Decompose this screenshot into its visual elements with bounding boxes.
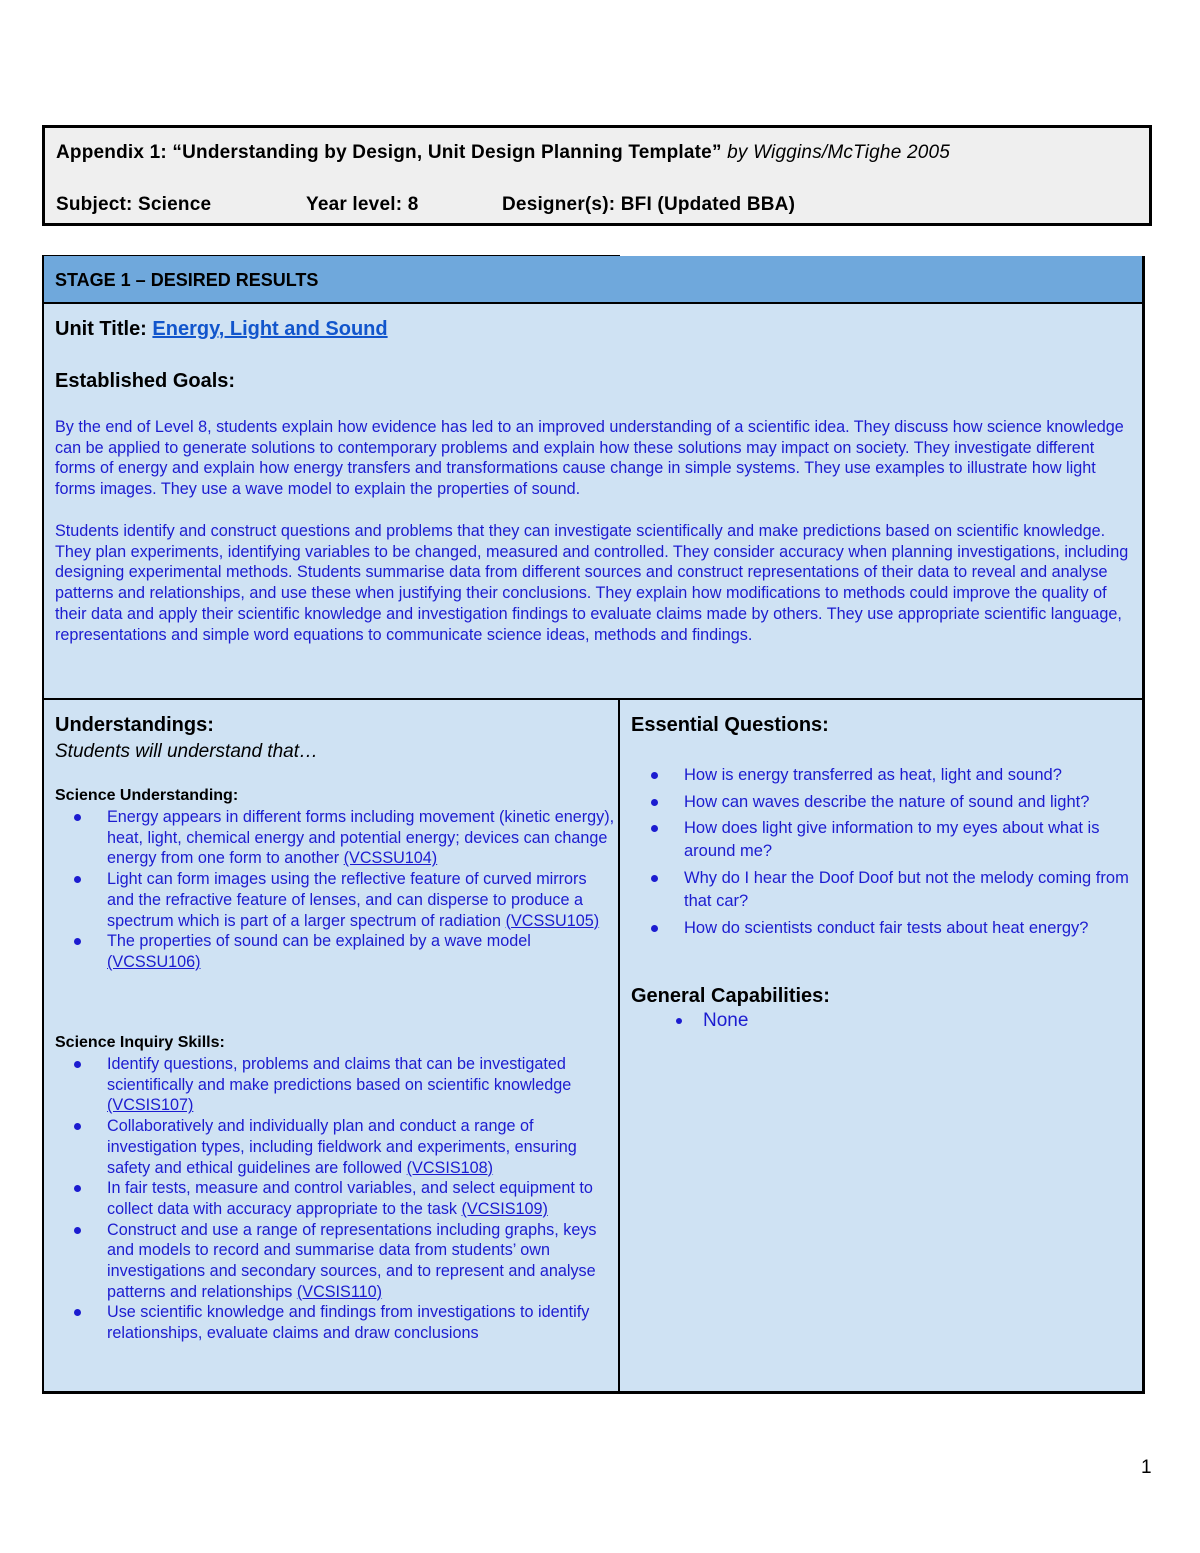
list-item: How can waves describe the nature of sound and light? <box>631 791 1141 814</box>
unit-goals-cell <box>44 304 1142 700</box>
inquiry-skills-heading: Science Inquiry Skills: <box>55 1034 225 1051</box>
header-title-line <box>56 142 950 164</box>
goal-paragraph-2: Students identify and construct questions and problems that they can investigate scientifically and make predictions based on scientific knowledge. They plan experiments, identifying variables to be changed, measured and controlled. They consider accuracy when planning investigations, including designing experimental methods. Students summarise data from different sources and construct representations of their data to reveal and analyse patterns and relationships, and use these when justifying their conclusions. They explain how modifications to methods could improve the quality of their data and apply their scientific knowledge and investigation findings to evaluate claims made by others. They use appropriate scientific language, representations and simple word equations to communicate science ideas, methods and findings. <box>55 522 1129 644</box>
curriculum-code-link[interactable]: (VCSIS108) <box>406 1158 494 1177</box>
unit-title-link[interactable]: Energy, Light and Sound <box>152 318 388 340</box>
page-number: 1 <box>1141 1457 1152 1478</box>
list-item: How is energy transferred as heat, light and sound? <box>631 764 1141 787</box>
goal-paragraph-1: By the end of Level 8, students explain how evidence has led to an improved understanding of a scientific idea. They discuss how science knowledge can be applied to generate solutions to contemporary problems and explain how these solutions may impact on society. They investigate different forms of energy and explain how energy transfers and transformations cause change in simple systems. They use examples to illustrate how light forms images. They use a wave model to explain the properties of sound. <box>55 418 1124 499</box>
essential-questions-heading: Essential Questions: <box>631 714 829 736</box>
general-capabilities-list <box>631 1009 1141 1033</box>
list-item: Why do I hear the Doof Doof but not the melody coming from that car? <box>631 867 1141 914</box>
list-item: How does light give information to my eyes about what is around me? <box>631 817 1141 864</box>
general-capabilities-heading: General Capabilities: <box>631 985 830 1007</box>
unit-title-label: Unit Title: <box>55 318 147 340</box>
curriculum-code-link[interactable]: (VCSIS107) <box>107 1096 194 1115</box>
stage-title: STAGE 1 – DESIRED RESULTS <box>55 270 319 290</box>
understandings-subheading: Students will understand that… <box>55 741 318 762</box>
year-level-field: Year level: 8 <box>306 194 419 215</box>
list-item: None <box>631 1009 1141 1033</box>
stage-1-table <box>42 256 1145 1394</box>
inquiry-skills-list <box>55 1054 615 1344</box>
understandings-cell <box>44 700 620 1391</box>
list-item: The properties of sound can be explained by a wave model (VCSSU106) <box>55 931 615 972</box>
list-item: Use scientific knowledge and findings from investigations to identify relationships, evaluate claims and draw conclusions <box>55 1302 615 1343</box>
curriculum-code-link[interactable]: (VCSIS109) <box>461 1199 548 1218</box>
essential-questions-list <box>631 764 1141 944</box>
established-goals-heading: Established Goals: <box>55 370 236 392</box>
science-understanding-heading: Science Understanding: <box>55 787 239 804</box>
designers-field: Designer(s): BFI (Updated BBA) <box>502 194 796 215</box>
understandings-heading: Understandings: <box>55 714 214 736</box>
curriculum-code-link[interactable]: (VCSSU106) <box>107 952 201 971</box>
appendix-label: Appendix 1: <box>56 142 167 163</box>
header-box <box>42 125 1152 226</box>
questions-cell <box>620 700 1142 1391</box>
list-item: Construct and use a range of representations including graphs, keys and models to record and summarise data from students’ own investigations and secondary sources, and to represent and analyse patterns and relationships (VCSIS110) <box>55 1220 615 1303</box>
list-item: Identify questions, problems and claims that can be investigated scientifically and make predictions based on scientific knowledge (VCSIS107) <box>55 1054 615 1116</box>
unit-title <box>55 318 388 341</box>
list-item: How do scientists conduct fair tests about heat energy? <box>631 917 1141 940</box>
curriculum-code-link[interactable]: (VCSSU105) <box>505 911 600 930</box>
author-credit: by Wiggins/McTighe 2005 <box>727 142 951 163</box>
list-item: In fair tests, measure and control variables, and select equipment to collect data with accuracy appropriate to the task (VCSIS109) <box>55 1178 615 1219</box>
curriculum-code-link[interactable]: (VCSIS110) <box>296 1282 383 1301</box>
template-title: “Understanding by Design, Unit Design Planning Template” <box>172 142 722 163</box>
list-item: Energy appears in different forms including movement (kinetic energy), heat, light, chemical energy and potential energy; devices can change energy from one form to another (VCSSU104) <box>55 807 615 869</box>
science-understanding-list <box>55 807 615 973</box>
subject-field: Subject: Science <box>56 194 212 215</box>
list-item: Light can form images using the reflective feature of curved mirrors and the refractive feature of lenses, and can disperse to produce a spectrum which is part of a larger spectrum of radiation (VCSSU105) <box>55 869 615 931</box>
stage-header <box>44 256 1142 304</box>
list-item: Collaboratively and individually plan and conduct a range of investigation types, including fieldwork and experiments, ensuring safety and ethical guidelines are followed (VCSIS108) <box>55 1116 615 1178</box>
curriculum-code-link[interactable]: (VCSSU104) <box>343 849 438 868</box>
